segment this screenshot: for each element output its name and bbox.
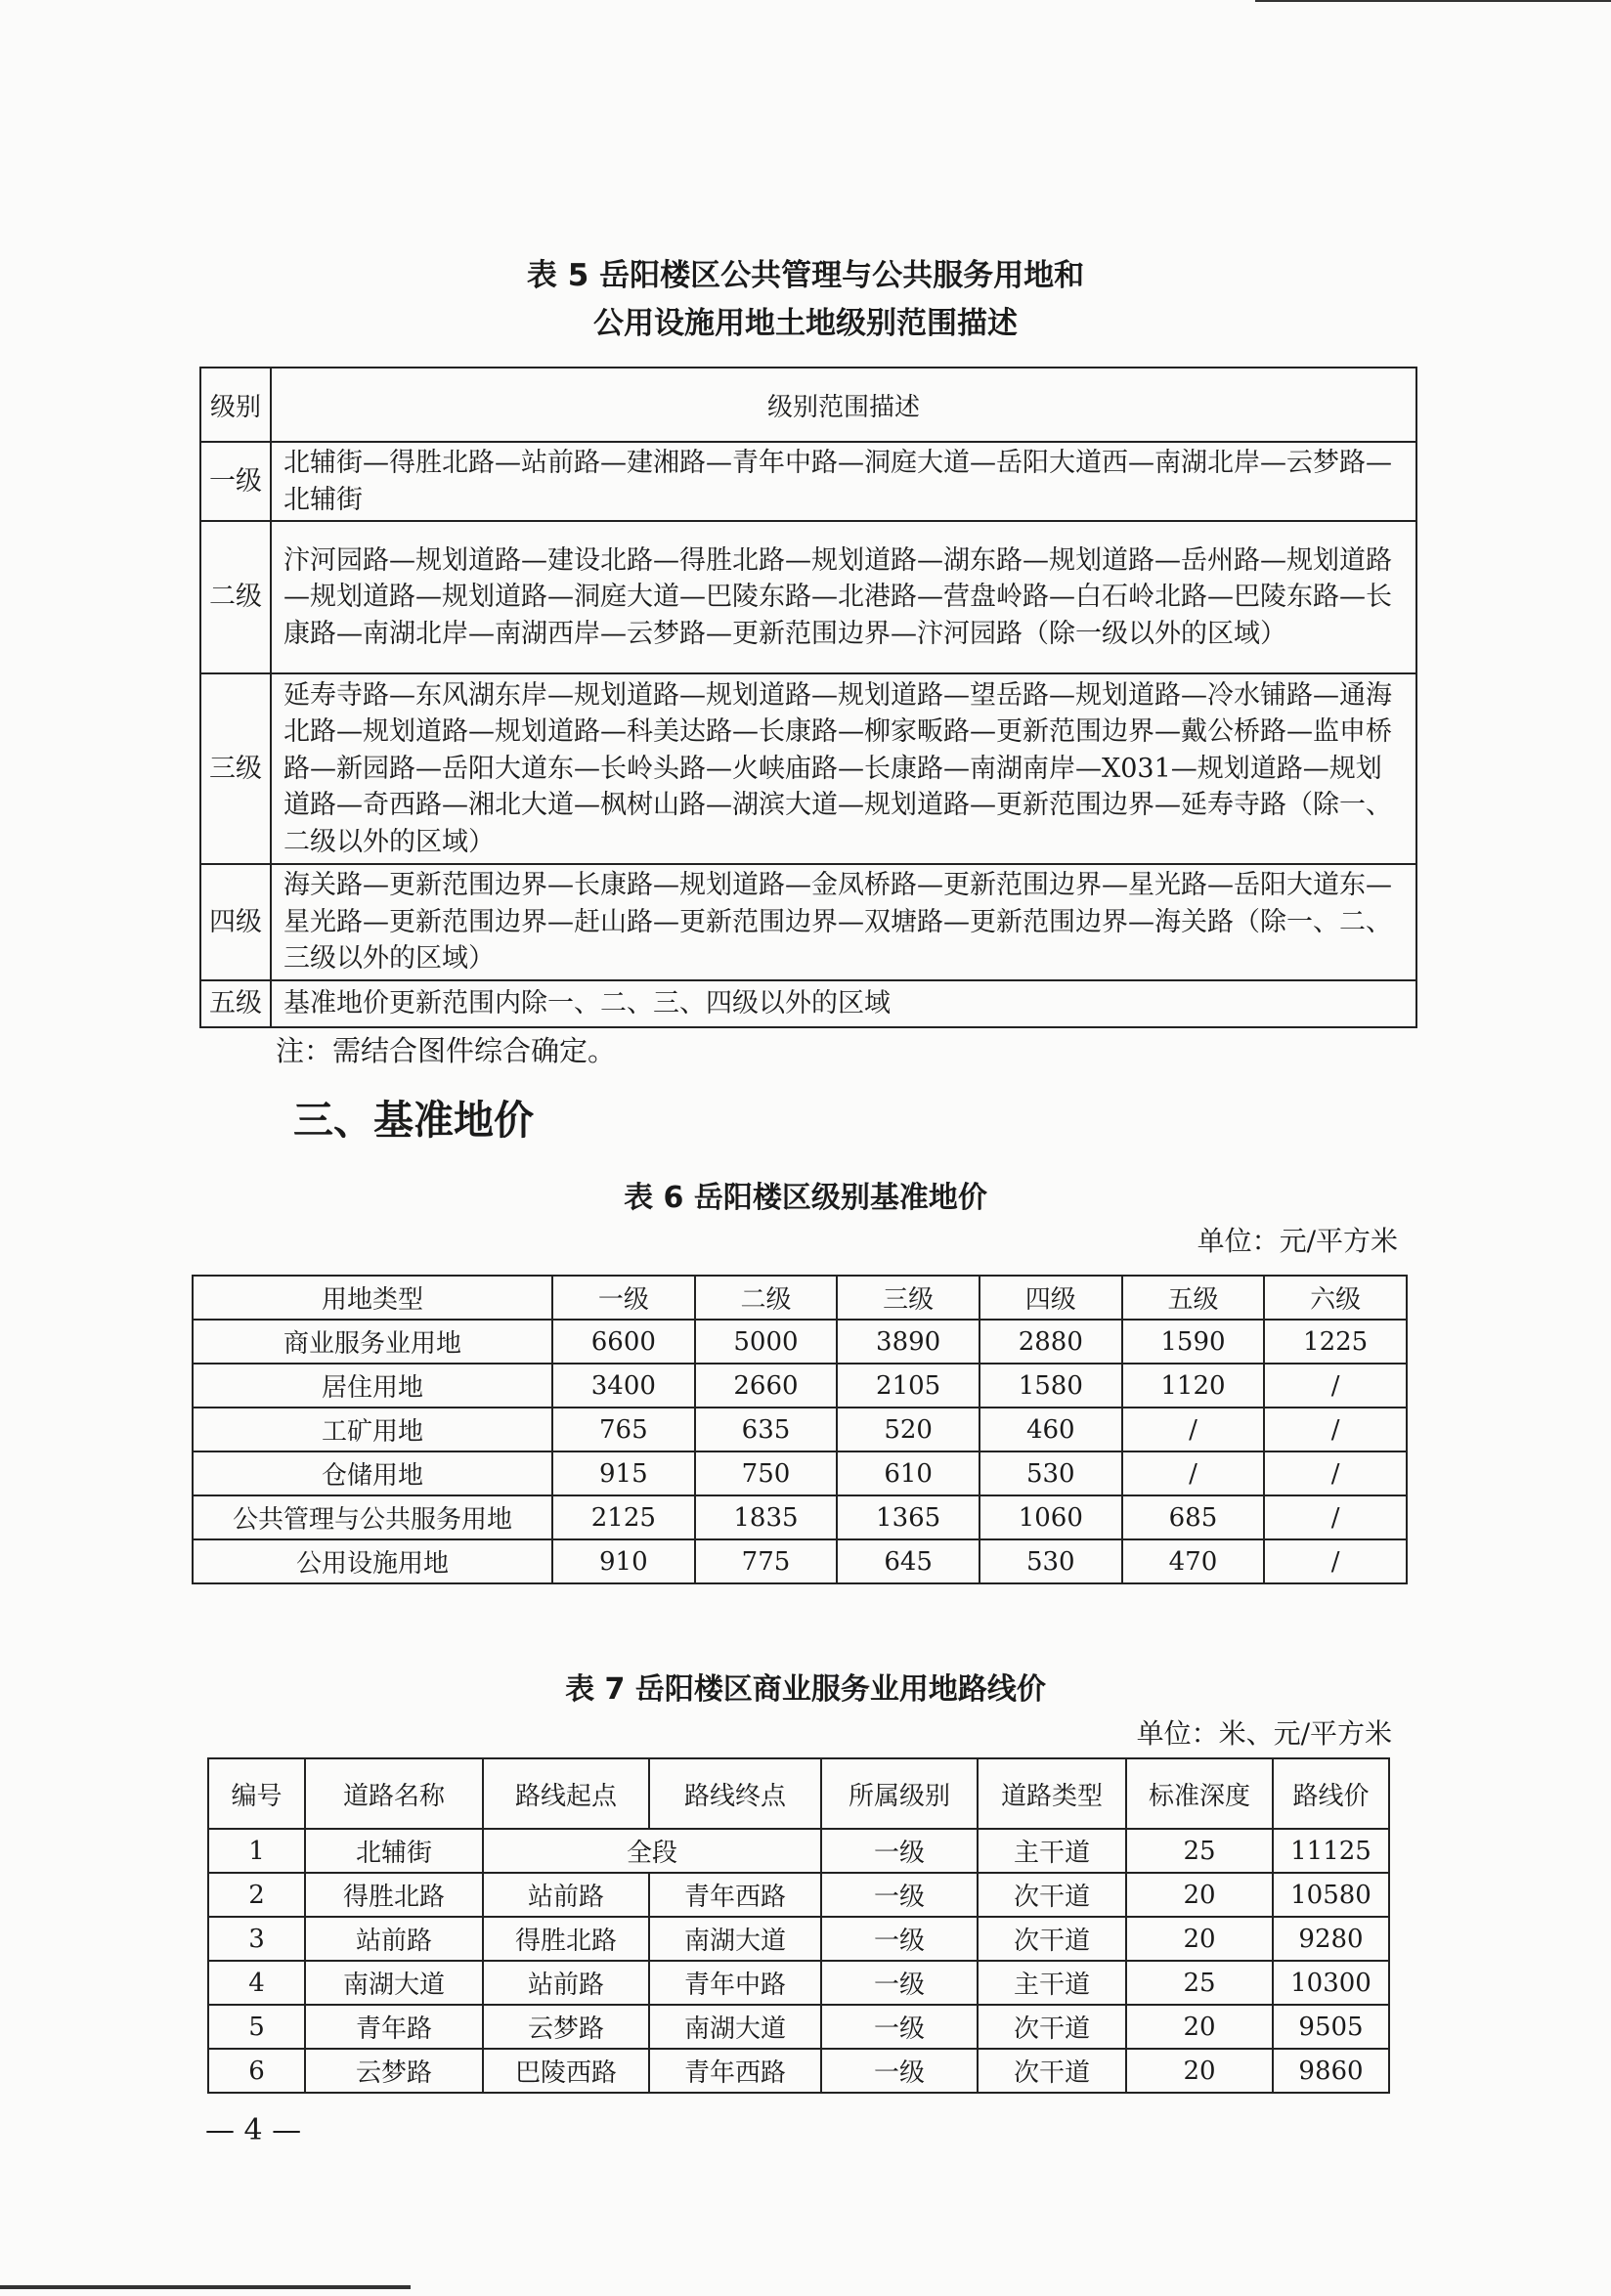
table-row xyxy=(200,980,1416,1027)
table7-unit: 单位：米、元/平方米 xyxy=(1136,1717,1392,1750)
header-cell: 标准深度 xyxy=(1126,1758,1273,1829)
table-cell: 20 xyxy=(1126,1873,1273,1917)
table-cell: 1120 xyxy=(1122,1364,1265,1408)
table-cell: 6600 xyxy=(552,1320,695,1364)
table-cell: 次干道 xyxy=(978,1917,1126,1961)
table-cell: 一级 xyxy=(821,1917,978,1961)
table-cell: 一级 xyxy=(821,2049,978,2093)
table-cell: / xyxy=(1122,1408,1265,1451)
table-cell: 主干道 xyxy=(978,1829,1126,1873)
level-cell: 二级 xyxy=(200,521,271,673)
table-row xyxy=(200,442,1416,521)
table-cell: 南湖大道 xyxy=(649,1917,821,1961)
table-cell: 2 xyxy=(208,1873,305,1917)
table-row xyxy=(200,673,1416,864)
table-cell: 北辅街 xyxy=(305,1829,483,1873)
table-cell: 青年西路 xyxy=(649,1873,821,1917)
desc-cell: 基准地价更新范围内除一、二、三、四级以外的区域 xyxy=(271,980,1416,1027)
table-cell: / xyxy=(1264,1539,1407,1583)
table-cell: 910 xyxy=(552,1539,695,1583)
table-cell: 775 xyxy=(695,1539,838,1583)
table-cell: 公共管理与公共服务用地 xyxy=(193,1495,552,1539)
table-cell: 9280 xyxy=(1273,1917,1389,1961)
table-cell: / xyxy=(1264,1408,1407,1451)
table-row xyxy=(200,864,1416,980)
table-cell: 次干道 xyxy=(978,2005,1126,2049)
table-cell: 25 xyxy=(1126,1961,1273,2005)
header-cell: 二级 xyxy=(695,1276,838,1320)
table-cell: 站前路 xyxy=(483,1873,649,1917)
table-cell: 1 xyxy=(208,1829,305,1873)
table7 xyxy=(207,1757,1390,2094)
table-cell: 1365 xyxy=(837,1495,980,1539)
table-cell: 10300 xyxy=(1273,1961,1389,2005)
table-cell: 10580 xyxy=(1273,1873,1389,1917)
table-cell: 2125 xyxy=(552,1495,695,1539)
table-cell: 11125 xyxy=(1273,1829,1389,1873)
table-cell: 3400 xyxy=(552,1364,695,1408)
header-cell: 六级 xyxy=(1264,1276,1407,1320)
table-cell: 20 xyxy=(1126,2005,1273,2049)
table-cell: / xyxy=(1264,1364,1407,1408)
table-cell: 云梦路 xyxy=(483,2005,649,2049)
table-row xyxy=(193,1495,1407,1539)
table-cell: 5000 xyxy=(695,1320,838,1364)
table-cell: 一级 xyxy=(821,2005,978,2049)
table-cell: / xyxy=(1122,1451,1265,1495)
table-cell: 次干道 xyxy=(978,2049,1126,2093)
table-row xyxy=(208,1873,1389,1917)
header-cell: 道路名称 xyxy=(305,1758,483,1829)
table-cell: 云梦路 xyxy=(305,2049,483,2093)
table-cell: 商业服务业用地 xyxy=(193,1320,552,1364)
table-cell: 南湖大道 xyxy=(305,1961,483,2005)
header-cell: 路线终点 xyxy=(649,1758,821,1829)
table-cell: 530 xyxy=(980,1539,1122,1583)
table-cell: 仓储用地 xyxy=(193,1451,552,1495)
table-cell: 6 xyxy=(208,2049,305,2093)
table-cell: 25 xyxy=(1126,1829,1273,1873)
table6-unit: 单位：元/平方米 xyxy=(1197,1225,1398,1257)
header-cell: 所属级别 xyxy=(821,1758,978,1829)
table-cell: 765 xyxy=(552,1408,695,1451)
table-cell: 南湖大道 xyxy=(649,2005,821,2049)
table-cell: 2660 xyxy=(695,1364,838,1408)
desc-cell: 海关路—更新范围边界—长康路—规划道路—金凤桥路—更新范围边界—星光路—岳阳大道东—星光路—更新范围边界—赶山路—更新范围边界—双塘路—更新范围边界—海关路（除一、二、三级以外的区域） xyxy=(271,864,1416,980)
header-cell: 五级 xyxy=(1122,1276,1265,1320)
table-cell: 1060 xyxy=(980,1495,1122,1539)
table-cell: 2880 xyxy=(980,1320,1122,1364)
table-cell: 915 xyxy=(552,1451,695,1495)
table-cell: 一级 xyxy=(821,1961,978,2005)
table-cell: 次干道 xyxy=(978,1873,1126,1917)
table-row xyxy=(193,1408,1407,1451)
table-cell: 4 xyxy=(208,1961,305,2005)
table6 xyxy=(192,1275,1408,1584)
table-cell: 一级 xyxy=(821,1873,978,1917)
table-cell: 1580 xyxy=(980,1364,1122,1408)
desc-cell: 延寿寺路—东风湖东岸—规划道路—规划道路—规划道路—望岳路—规划道路—冷水铺路—通海北路—规划道路—规划道路—科美达路—长康路—柳家畈路—更新范围边界—戴公桥路—监申桥路—新园路—岳阳大道东—长岭头路—火峡庙路—长康路—南湖南岸—X031—规划道路—规划道路—奇西路—湘北大道—枫树山路—湖滨大道—规划道路—更新范围边界—延寿寺路（除一、二级以外的区域） xyxy=(271,673,1416,864)
table-cell: 一级 xyxy=(821,1829,978,1873)
table-cell: 685 xyxy=(1122,1495,1265,1539)
table-cell: 青年西路 xyxy=(649,2049,821,2093)
table5 xyxy=(199,367,1417,1028)
table-cell: 470 xyxy=(1122,1539,1265,1583)
table-row xyxy=(193,1364,1407,1408)
table-row xyxy=(193,1320,1407,1364)
table-cell: 公用设施用地 xyxy=(193,1539,552,1583)
table-cell: 巴陵西路 xyxy=(483,2049,649,2093)
table-cell: 1835 xyxy=(695,1495,838,1539)
section-heading: 三、基准地价 xyxy=(293,1097,534,1144)
table5-title-line1: 表 5 岳阳楼区公共管理与公共服务用地和 xyxy=(526,258,1085,293)
level-cell: 五级 xyxy=(200,980,271,1027)
table-cell: 460 xyxy=(980,1408,1122,1451)
level-cell: 四级 xyxy=(200,864,271,980)
table7-title: 表 7 岳阳楼区商业服务业用地路线价 xyxy=(565,1672,1046,1707)
header-cell: 用地类型 xyxy=(193,1276,552,1320)
level-cell: 三级 xyxy=(200,673,271,864)
header-cell: 四级 xyxy=(980,1276,1122,1320)
header-cell: 编号 xyxy=(208,1758,305,1829)
header-cell: 一级 xyxy=(552,1276,695,1320)
table-header-row xyxy=(193,1276,1407,1320)
table-row xyxy=(208,1829,1389,1873)
level-cell: 一级 xyxy=(200,442,271,521)
header-cell: 路线价 xyxy=(1273,1758,1389,1829)
table-cell: 全段 xyxy=(483,1829,821,1873)
table-cell: 青年中路 xyxy=(649,1961,821,2005)
table-cell: 20 xyxy=(1126,1917,1273,1961)
table-cell: 610 xyxy=(837,1451,980,1495)
table-cell: 9505 xyxy=(1273,2005,1389,2049)
header-cell: 三级 xyxy=(837,1276,980,1320)
table-cell: 1225 xyxy=(1264,1320,1407,1364)
table-cell: 主干道 xyxy=(978,1961,1126,2005)
table-cell: 居住用地 xyxy=(193,1364,552,1408)
scan-mark-top-right xyxy=(1255,0,1611,2)
table-cell: 520 xyxy=(837,1408,980,1451)
page-number: — 4 — xyxy=(205,2113,302,2147)
table-cell: 3890 xyxy=(837,1320,980,1364)
table-cell: 站前路 xyxy=(483,1961,649,2005)
desc-cell: 汴河园路—规划道路—建设北路—得胜北路—规划道路—湖东路—规划道路—岳州路—规划道路—规划道路—规划道路—洞庭大道—巴陵东路—北港路—营盘岭路—白石岭北路—巴陵东路—长康路—南湖北岸—南湖西岸—云梦路—更新范围边界—汴河园路（除一级以外的区域） xyxy=(271,521,1416,673)
table-cell: 645 xyxy=(837,1539,980,1583)
header-cell: 路线起点 xyxy=(483,1758,649,1829)
table-cell: 2105 xyxy=(837,1364,980,1408)
table-cell: 得胜北路 xyxy=(483,1917,649,1961)
table-cell: 得胜北路 xyxy=(305,1873,483,1917)
table5-header-desc: 级别范围描述 xyxy=(271,368,1416,442)
table-cell: / xyxy=(1264,1451,1407,1495)
table5-header-level: 级别 xyxy=(200,368,271,442)
table-cell: 9860 xyxy=(1273,2049,1389,2093)
table-cell: 1590 xyxy=(1122,1320,1265,1364)
table-cell: 3 xyxy=(208,1917,305,1961)
table-cell: 635 xyxy=(695,1408,838,1451)
table-cell: 工矿用地 xyxy=(193,1408,552,1451)
header-cell: 道路类型 xyxy=(978,1758,1126,1829)
table-cell: 站前路 xyxy=(305,1917,483,1961)
table-row xyxy=(208,2005,1389,2049)
table-row xyxy=(208,1961,1389,2005)
scan-mark-bottom-left xyxy=(0,2285,411,2289)
table-cell: 青年路 xyxy=(305,2005,483,2049)
table-cell: 20 xyxy=(1126,2049,1273,2093)
table-row xyxy=(200,521,1416,673)
table5-title-line2: 公用设施用地土地级别范围描述 xyxy=(593,306,1018,341)
table-cell: 5 xyxy=(208,2005,305,2049)
table-cell: 750 xyxy=(695,1451,838,1495)
table-row xyxy=(193,1451,1407,1495)
table5-note: 注：需结合图件综合确定。 xyxy=(276,1034,617,1067)
table-row xyxy=(208,2049,1389,2093)
table6-title: 表 6 岳阳楼区级别基准地价 xyxy=(624,1181,987,1215)
table-cell: / xyxy=(1264,1495,1407,1539)
table-header-row xyxy=(208,1758,1389,1829)
table-row xyxy=(193,1539,1407,1583)
desc-cell: 北辅街—得胜北路—站前路—建湘路—青年中路—洞庭大道—岳阳大道西—南湖北岸—云梦路—北辅街 xyxy=(271,442,1416,521)
table-cell: 530 xyxy=(980,1451,1122,1495)
table-row xyxy=(208,1917,1389,1961)
